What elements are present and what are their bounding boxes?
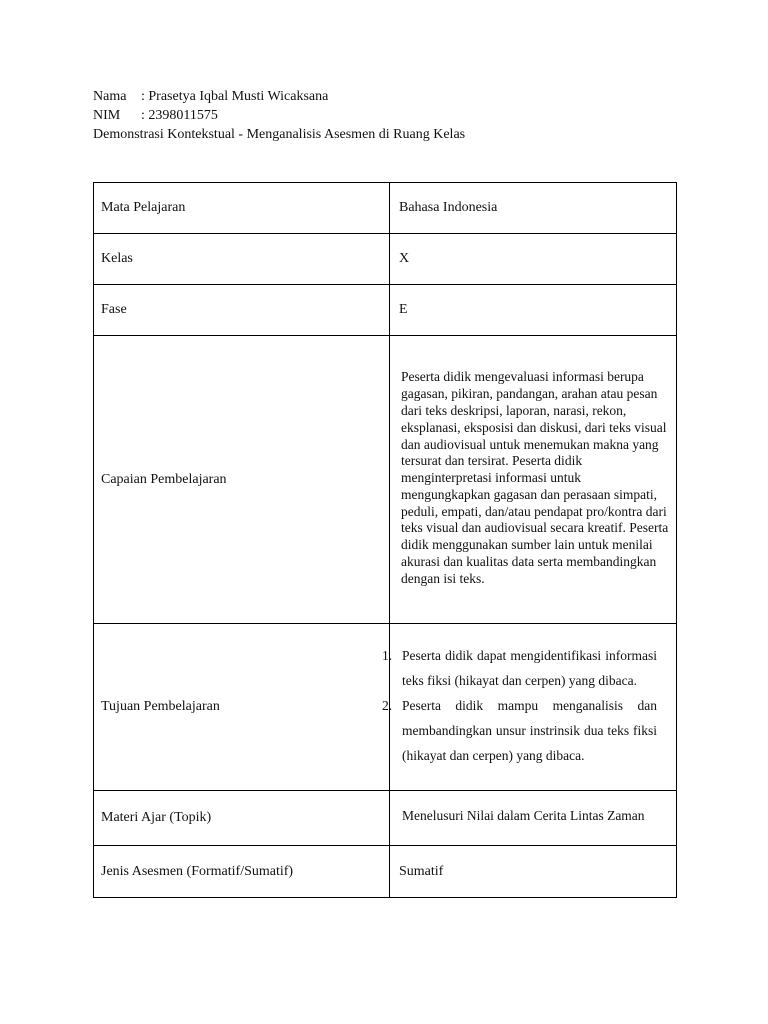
table-row-fase (94, 285, 676, 336)
row-label: Capaian Pembelajaran (94, 336, 390, 623)
row-value: X (399, 251, 410, 266)
row-label: Fase (94, 285, 390, 335)
list-item (382, 693, 657, 768)
row-value: E (399, 302, 408, 317)
row-label: Jenis Asesmen (Formatif/Sumatif) (94, 846, 390, 897)
name-value: : Prasetya Iqbal Musti Wicaksana (141, 89, 329, 104)
document-title: Demonstrasi Kontekstual - Menganalisis Asesmen di Ruang Kelas (93, 127, 466, 142)
list-item-text: Peserta didik dapat mengidentifikasi informasi teks fiksi (hikayat dan cerpen) yang dibaca. (402, 647, 657, 688)
table-row-materi-ajar (94, 791, 676, 846)
row-value-cell (390, 336, 676, 623)
row-label: Mata Pelajaran (94, 183, 390, 233)
nim-value: : 2398011575 (141, 108, 218, 123)
table-row-mata-pelajaran (94, 183, 676, 234)
row-label: Materi Ajar (Topik) (94, 791, 390, 845)
materi-text: Menelusuri Nilai dalam Cerita Lintas Zaman (402, 808, 645, 823)
row-value-cell (382, 624, 676, 790)
row-label: Kelas (94, 234, 390, 284)
table-row-tujuan-pembelajaran (94, 624, 676, 791)
row-value: Bahasa Indonesia (399, 200, 498, 215)
name-label: Nama (93, 89, 127, 104)
list-item (382, 643, 657, 693)
document-header (93, 87, 465, 144)
row-label: Tujuan Pembelajaran (94, 624, 390, 790)
capaian-text: Peserta didik mengevaluasi informasi berupa gagasan, pikiran, pandangan, arahan atau pesan dari teks deskripsi, laporan, narasi, rekon, eksplanasi, eksposisi dan diskusi, dari teks visual dan audiovisual untuk menemukan makna yang tersurat dan tersirat. Peserta didik menginterpretasi informasi untuk mengungkapkan gagasan dan perasaan simpati, peduli, empati, dan/atau pendapat pro/kontra dari teks visual dan audiovisual secara kreatif. Peserta didik menggunakan sumber lain untuk menilai akurasi dan kualitas data serta membandingkan dengan isi teks. (401, 369, 669, 586)
table-row-jenis-asesmen (94, 846, 676, 898)
table-row-capaian-pembelajaran (94, 336, 676, 624)
list-item-number: 1. (382, 647, 393, 663)
nim-line (93, 106, 465, 125)
nim-label: NIM (93, 108, 121, 123)
row-value: Sumatif (399, 863, 444, 879)
table-row-kelas (94, 234, 676, 285)
list-item-text: Peserta didik mampu menganalisis dan membandingkan unsur instrinsik dua teks fiksi (hikayat dan cerpen) yang dibaca. (402, 697, 657, 763)
list-item-number: 2. (382, 697, 393, 713)
assessment-table (93, 182, 677, 898)
row-value-cell (390, 791, 676, 845)
tujuan-list (382, 643, 657, 768)
name-line (93, 87, 465, 106)
